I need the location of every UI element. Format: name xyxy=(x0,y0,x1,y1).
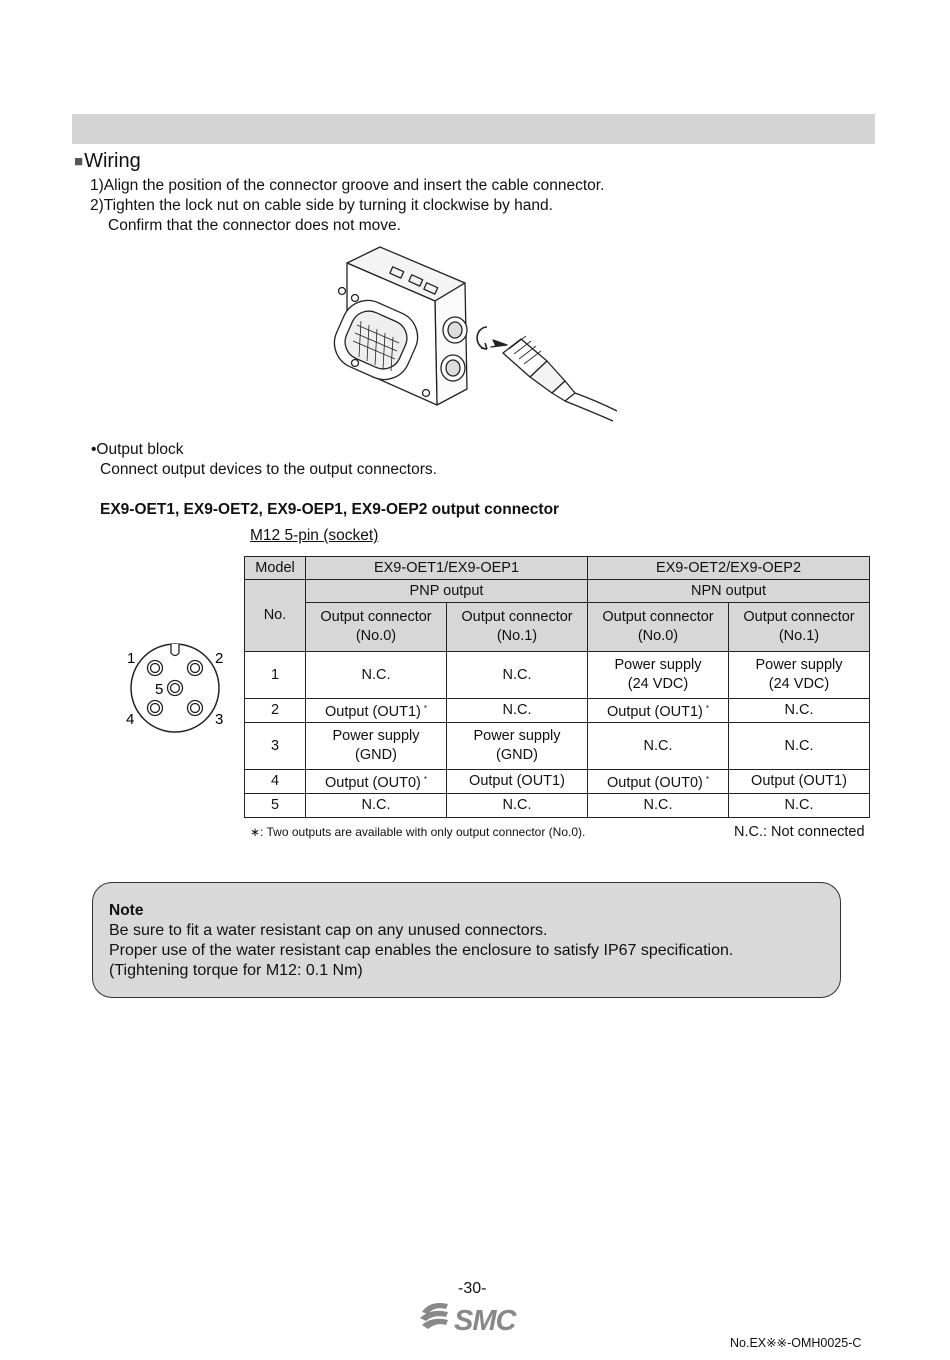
table-cell: Power supply (24 VDC) xyxy=(729,652,870,699)
table-cell: Output (OUT1) * xyxy=(588,699,729,723)
table-cell: Output (OUT1) * xyxy=(306,699,447,723)
pin-label-1: 1 xyxy=(127,650,136,667)
footnote-marker: * xyxy=(705,775,709,784)
note-line: (Tightening torque for M12: 0.1 Nm) xyxy=(109,962,363,979)
no-header: No. xyxy=(245,580,306,652)
model-a-header: EX9-OET1/EX9-OEP1 xyxy=(306,557,588,580)
table-cell: Output (OUT1) xyxy=(447,770,588,794)
pin-number: 3 xyxy=(245,723,306,770)
header-bar xyxy=(72,114,875,144)
table-header-row xyxy=(245,557,870,580)
table-cell: N.C. xyxy=(447,652,588,699)
pin-assignment-table xyxy=(244,556,870,818)
table-cell: N.C. xyxy=(306,652,447,699)
pin-label-5: 5 xyxy=(155,681,164,698)
footnote-marker: * xyxy=(705,704,709,713)
table-row xyxy=(245,723,870,770)
smc-logo xyxy=(418,1298,530,1336)
table-cell: N.C. xyxy=(588,723,729,770)
table-cell: N.C. xyxy=(729,699,870,723)
table-footnote: ∗: Two outputs are available with only output connector (No.0). xyxy=(250,825,586,839)
section-title xyxy=(74,150,141,173)
connector-header: Output connector (No.0) xyxy=(306,603,447,652)
model-header: Model xyxy=(245,557,306,580)
table-row xyxy=(245,770,870,794)
table-cell: Power supply (GND) xyxy=(306,723,447,770)
nc-legend: N.C.: Not connected xyxy=(734,824,865,840)
table-cell: N.C. xyxy=(447,794,588,818)
connector-insertion-illustration xyxy=(325,243,620,423)
connector-type-label: M12 5-pin (socket) xyxy=(250,527,379,544)
table-cell: Output (OUT0) * xyxy=(306,770,447,794)
connector-header: Output connector (No.0) xyxy=(588,603,729,652)
section-title-text: Wiring xyxy=(84,150,141,172)
pin-label-2: 2 xyxy=(215,650,224,667)
connector-header: Output connector (No.1) xyxy=(729,603,870,652)
table-row xyxy=(245,652,870,699)
table-row xyxy=(245,699,870,723)
pin-number: 1 xyxy=(245,652,306,699)
document-number: No.EX※※-OMH0025-C xyxy=(730,1336,862,1350)
note-box xyxy=(92,882,841,998)
table-cell: Power supply (GND) xyxy=(447,723,588,770)
pin-number: 4 xyxy=(245,770,306,794)
footnote-marker: * xyxy=(423,704,427,713)
pin-number: 5 xyxy=(245,794,306,818)
pin-label-3: 3 xyxy=(215,711,224,728)
table-cell: Output (OUT0) * xyxy=(588,770,729,794)
npn-output-header: NPN output xyxy=(588,580,870,603)
note-line: Proper use of the water resistant cap enables the enclosure to satisfy IP67 specification. xyxy=(109,942,734,959)
table-cell: N.C. xyxy=(729,794,870,818)
output-block-title: •Output block xyxy=(91,441,184,458)
pin-number: 2 xyxy=(245,699,306,723)
table-cell: Power supply (24 VDC) xyxy=(588,652,729,699)
output-block-description: Connect output devices to the output connectors. xyxy=(100,461,437,478)
table-cell: N.C. xyxy=(306,794,447,818)
connector-heading: EX9-OET1, EX9-OET2, EX9-OEP1, EX9-OEP2 output connector xyxy=(100,501,560,518)
model-b-header: EX9-OET2/EX9-OEP2 xyxy=(588,557,870,580)
m12-pin-layout-diagram xyxy=(118,638,230,738)
note-line: Be sure to fit a water resistant cap on any unused connectors. xyxy=(109,922,548,939)
footnote-marker: * xyxy=(423,775,427,784)
wiring-step-2: 2)Tighten the lock nut on cable side by turning it clockwise by hand. xyxy=(90,197,553,214)
pin-label-4: 4 xyxy=(126,711,135,728)
wiring-step-1: 1)Align the position of the connector groove and insert the cable connector. xyxy=(90,177,605,194)
pnp-output-header: PNP output xyxy=(306,580,588,603)
square-bullet-icon: ■ xyxy=(74,153,84,170)
table-row xyxy=(245,794,870,818)
table-cell: Output (OUT1) xyxy=(729,770,870,794)
table-cell: N.C. xyxy=(447,699,588,723)
table-header-row xyxy=(245,580,870,603)
logo-text: SMC xyxy=(454,1305,516,1336)
connector-header: Output connector (No.1) xyxy=(447,603,588,652)
page-number: -30- xyxy=(458,1280,487,1297)
table-header-row xyxy=(245,603,870,652)
table-cell: N.C. xyxy=(729,723,870,770)
note-title: Note xyxy=(109,902,144,919)
wiring-step-2-note: Confirm that the connector does not move. xyxy=(108,217,401,234)
table-cell: N.C. xyxy=(588,794,729,818)
